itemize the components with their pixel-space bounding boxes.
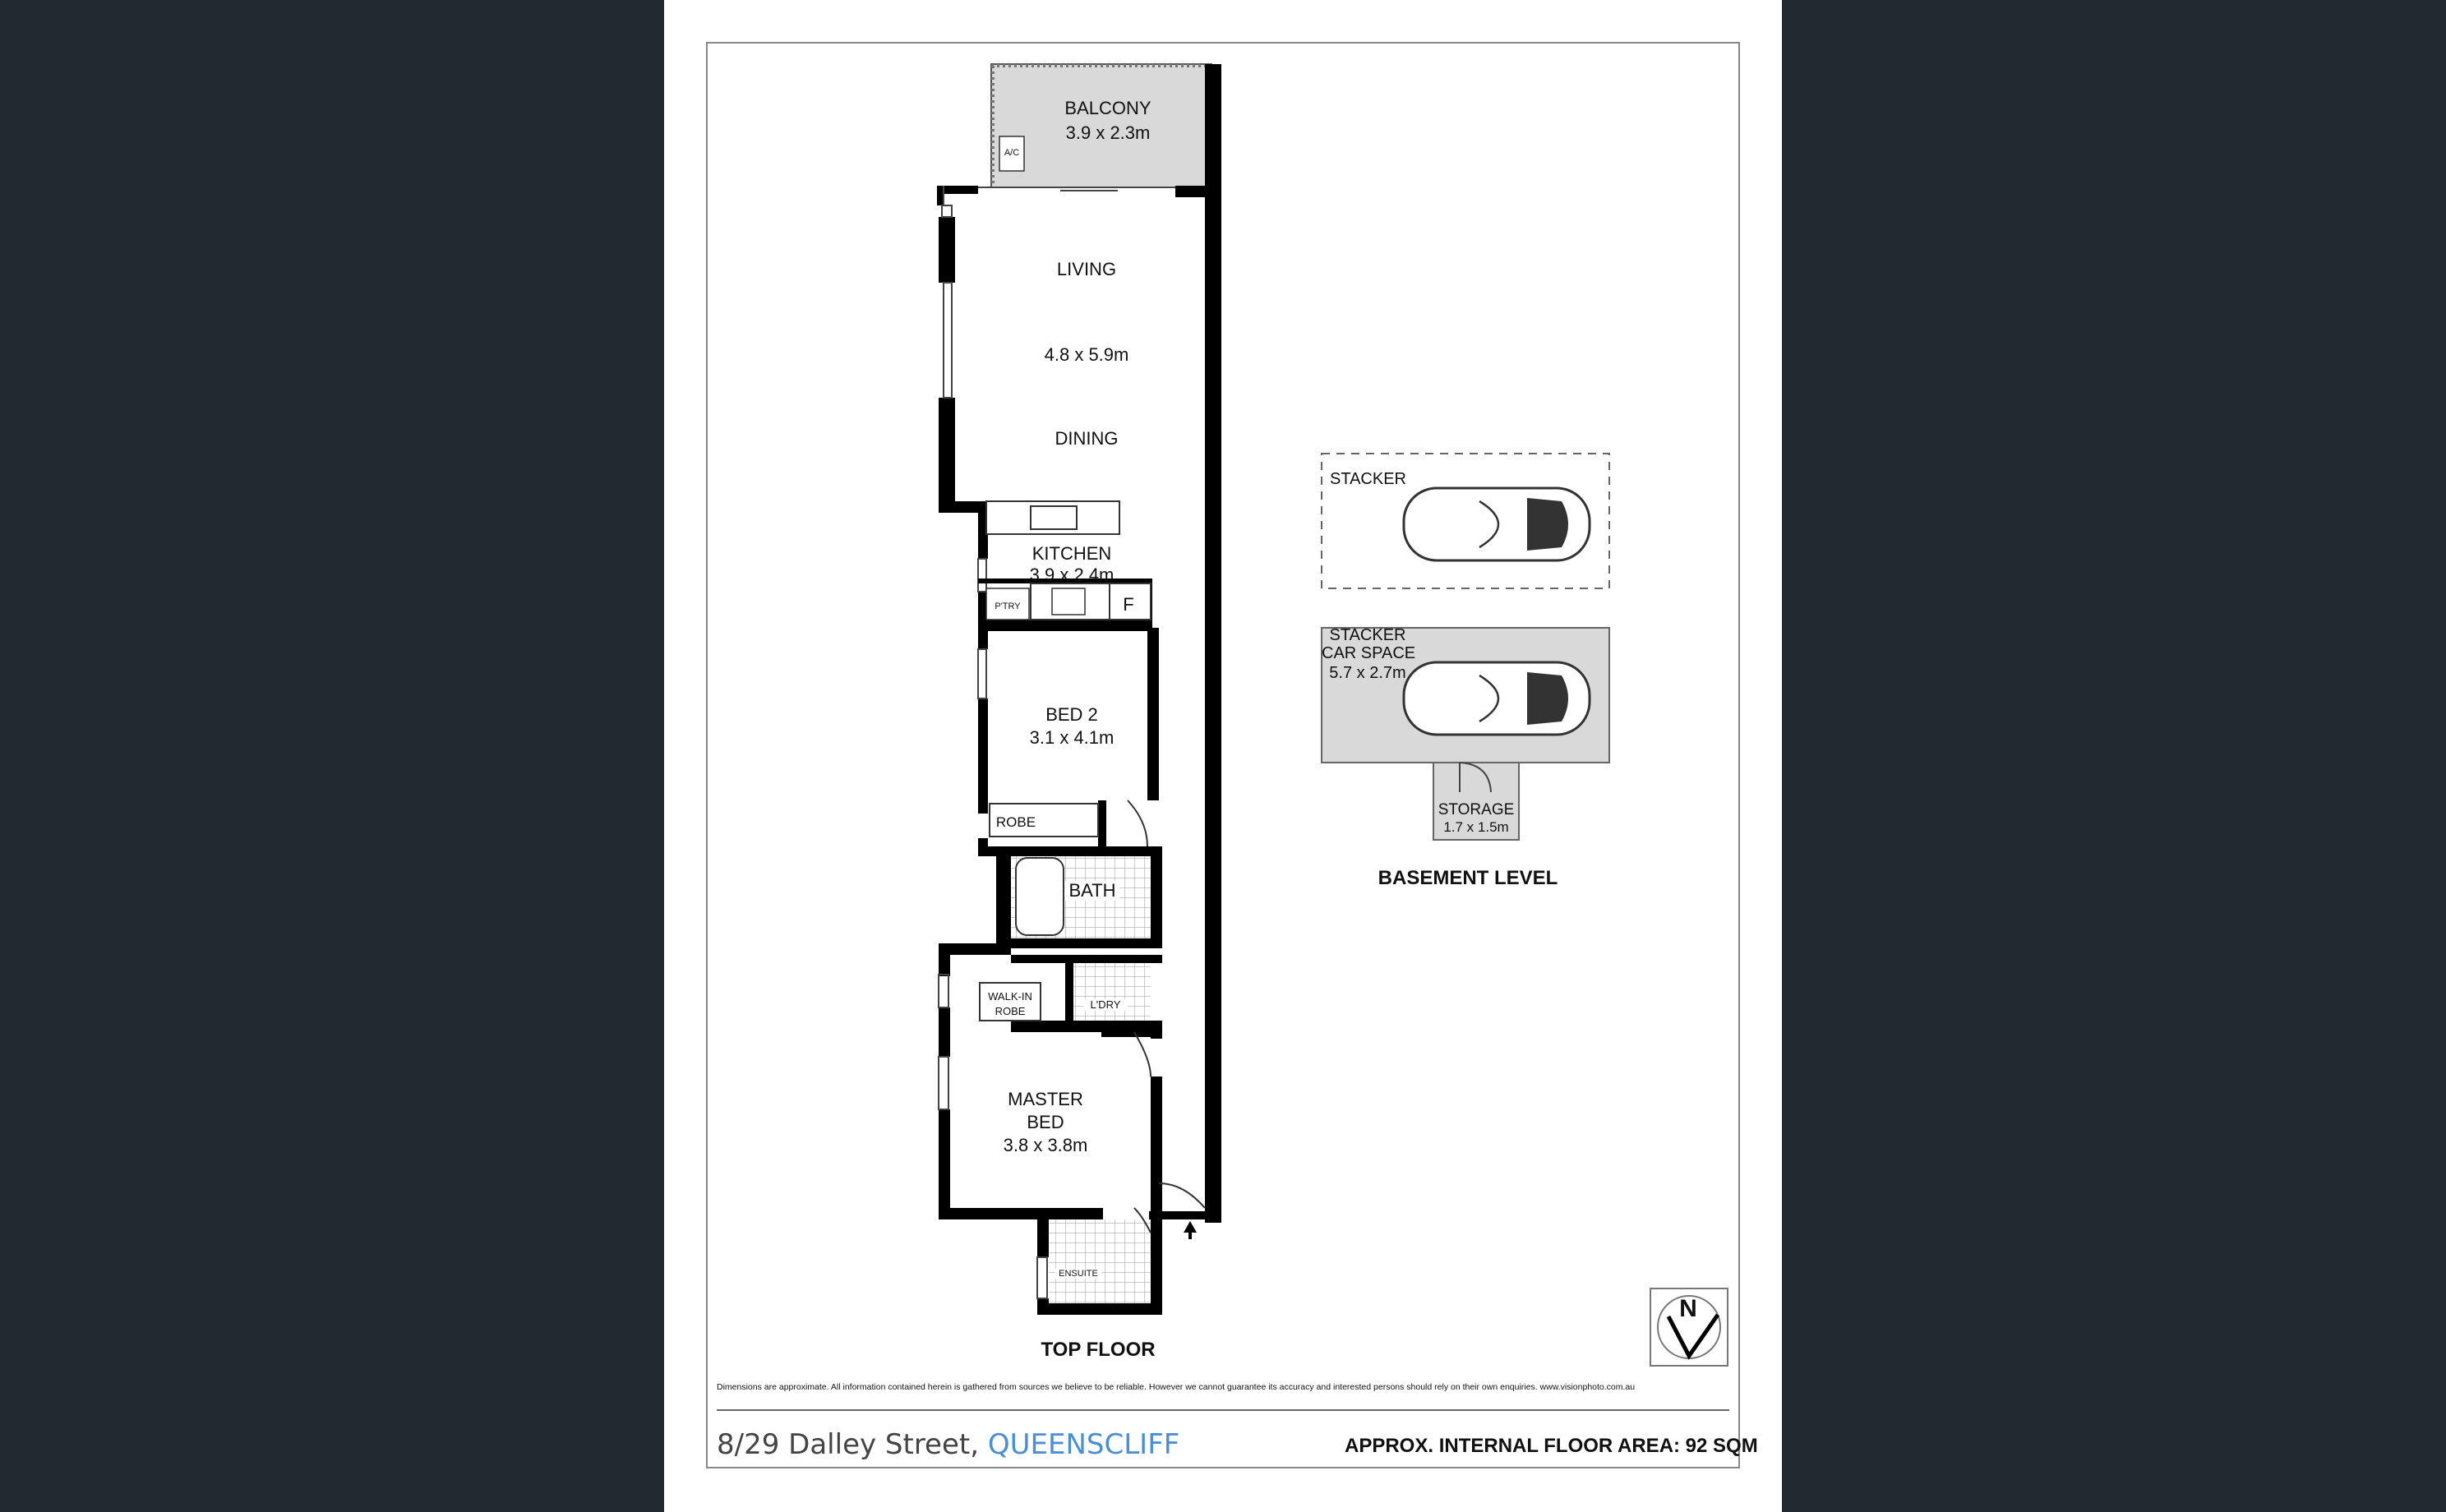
- address-street: 8/29 Dalley Street,: [717, 1428, 980, 1461]
- master-bed-label: BED: [1027, 1112, 1064, 1132]
- kitchen-label: KITCHEN: [1031, 543, 1112, 564]
- fridge-label: F: [1123, 594, 1134, 615]
- bath-label: BATH: [1065, 881, 1119, 901]
- bed2-label: BED 2: [1045, 704, 1098, 725]
- laundry-tiles: [1073, 963, 1151, 1021]
- walkin-label: WALK-IN: [988, 990, 1032, 1003]
- robe-label: ROBE: [995, 814, 1036, 830]
- storage-label: STORAGE: [1438, 801, 1515, 818]
- internal-floor-area: APPROX. INTERNAL FLOOR AREA: 92 SQM: [1345, 1435, 1758, 1457]
- kitchen-size: 3.9 x 2.4m: [1029, 565, 1115, 585]
- compass-north-label: N: [1679, 1295, 1697, 1322]
- bathtub: [1016, 858, 1064, 935]
- pantry-label: P'TRY: [995, 602, 1021, 611]
- kitchen-sink: [1031, 506, 1077, 529]
- ensuite-tiles: [1049, 1219, 1151, 1303]
- laundry-label: L'DRY: [1083, 999, 1128, 1011]
- stacker-label: STACKER: [1330, 470, 1406, 488]
- top-floor-title: TOP FLOOR: [1041, 1339, 1156, 1361]
- property-address: [717, 1428, 1179, 1461]
- bed2-size: 3.1 x 4.1m: [1029, 727, 1115, 748]
- living-label: LIVING: [1056, 259, 1117, 279]
- stacker2-label: STACKER: [1329, 626, 1406, 644]
- walkin-robe-label: ROBE: [995, 1005, 1026, 1017]
- disclaimer-text: Dimensions are approximate. All information contained herein is gathered from sources we believe to be reliable. However we cannot guarantee its accuracy and interested persons should rely on their own enquiries. www.visionphoto.com.au: [717, 1382, 1636, 1392]
- cooktop: [1052, 588, 1085, 615]
- balcony-size: 3.9 x 2.3m: [1065, 122, 1151, 143]
- ac-label: A/C: [1004, 148, 1020, 158]
- car-icon: [1404, 662, 1590, 735]
- ensuite-label: ENSUITE: [1055, 1269, 1101, 1279]
- living-size: 4.8 x 5.9m: [1044, 344, 1129, 365]
- address-suburb: QUEENSCLIFF: [987, 1428, 1180, 1461]
- storage-size: 1.7 x 1.5m: [1443, 819, 1509, 835]
- entry-arrow-icon: [1184, 1221, 1197, 1239]
- car-space-size: 5.7 x 2.7m: [1329, 664, 1406, 682]
- dining-label: DINING: [1055, 428, 1119, 449]
- basement-level-title: BASEMENT LEVEL: [1378, 867, 1558, 889]
- car-space-label: CAR SPACE: [1322, 644, 1416, 662]
- master-size: 3.8 x 3.8m: [1003, 1135, 1088, 1155]
- car-icon: [1404, 488, 1590, 560]
- balcony-label: BALCONY: [1064, 98, 1151, 118]
- master-label: MASTER: [1008, 1089, 1083, 1109]
